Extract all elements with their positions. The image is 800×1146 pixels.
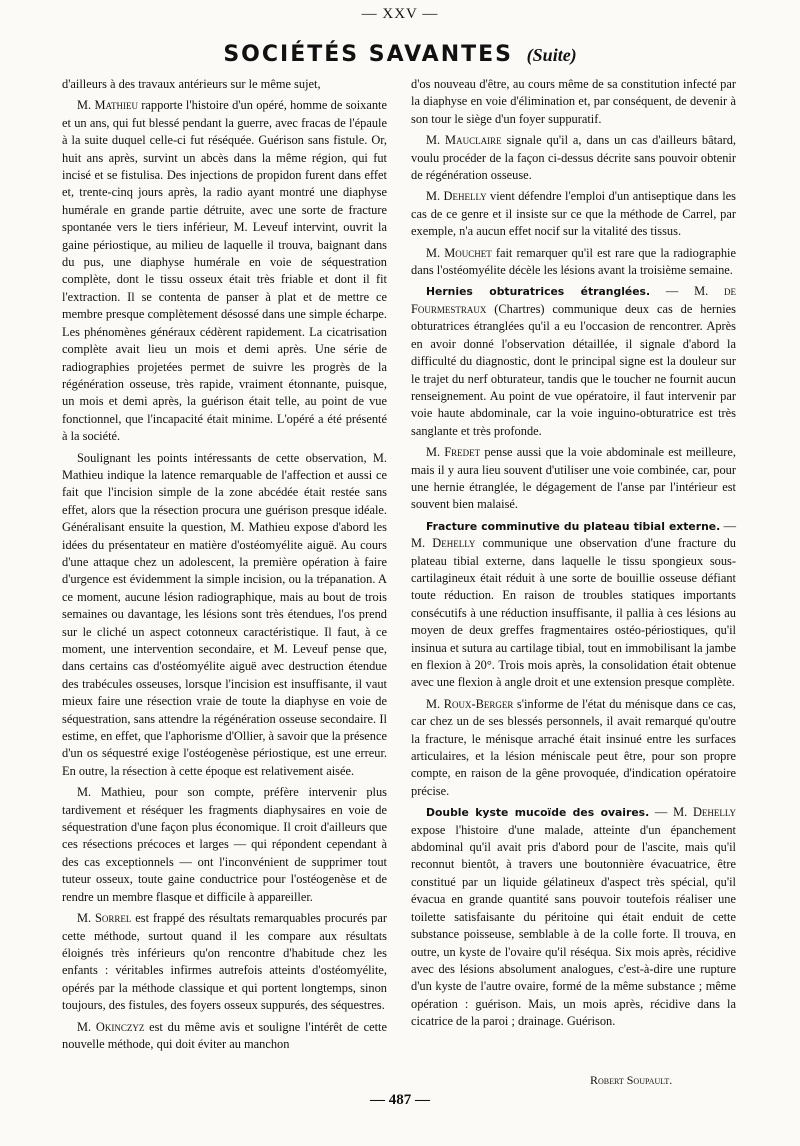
paragraph: M. Sorrel est frappé des résultats remarquables procurés par cette méthode, surtout quand il les compare aux résultats éloignés très inférieurs qu'on rencontre d'habitude chez les enfants : véritables infirmes autrefois atteints d'ostéomyélite, opérés par la méthode classique et qui portent longtemps, sinon toujours, des fistules, des foyers osseux suppurés, des séquestres. xyxy=(62,911,387,1013)
section-title xyxy=(0,42,800,67)
author-name: Okinczyz xyxy=(95,1019,145,1034)
paragraph: Double kyste mucoïde des ovaires. — M. Dehelly expose l'histoire d'une malade, atteinte d'un épanchement abdominal qu'il avait pris d'abord pour de l'ascite, mais qu'il reconnut bientôt, à travers une boutonnière évacuatrice, être constitué par un liquide gélatineux d'aspect très spécial, qu'il évacua en grande quantité sans pouvoir toutefois réaliser une toilette satisfaisante du péritoine qui était enduit de cette substance poisseuse, semblable à de la colle forte. Il trouva, en outre, un kyste de l'ovaire qu'il réséqua. Six mois après, récidive avec des lésions absolument analogues, c'est-à-dire une rupture d'un kyste de l'autre ovaire, formé de la même substance ; même opération : guérison. Mais, un mois après, récidive dans la cicatrice de la paroi ; drainage. Guérison. xyxy=(411,805,736,1029)
author-name: Mouchet xyxy=(444,245,492,260)
paragraph: M. Mathieu rapporte l'histoire d'un opéré, homme de soixante et un ans, qui fut blessé pendant la guerre, avec fracas de l'épaule à la suite duquel celle-ci fut réséquée. Guérison sans fistule. Or, huit ans après, survint un abcès dans la même région, qui fut incisé et se fistulisa. Des injections de propidon furent dans effet et, trente-cinq jours après, la radio ayant montré une diaphyse humérale en grande partie détruite, avec une sorte de fracture spontanée vers le tiers inférieur, M. Leveuf intervint, ouvrit la gaine périostique, au milieu de laquelle il trouva, baignant dans du pus, une diaphyse humérale en voie de séquestration complète, dont le tissu osseux était très friable et dont il fit l'extraction. Il se contenta de panser à plat et de mettre ce membre presque complètement désossé dans une simple écharpe. Les phénomènes généraux cédèrent rapidement. La cicatrisation complète avait lieu un mois et demi après. Une série de radiographies projetées permet de suivre les progrès de la régénération osseuse, très rapide, vraiment étonnante, puisque, un mois et demi après, la guérison était telle, au point de vue fonctionnel, que l'incapacité était minime. L'opéré a été présenté à la société. xyxy=(62,98,387,444)
topic-heading: Double kyste mucoïde des ovaires. xyxy=(426,806,650,820)
left-column xyxy=(62,76,387,1057)
author-name: Mauclaire xyxy=(445,133,502,148)
author-name: Dehelly xyxy=(692,805,736,820)
paragraph: Hernies obturatrices étranglées. — M. de Fourmestraux (Chartres) communique deux cas de hernies obturatrices étranglées qu'il a eu l'occasion de rencontrer. Après en avoir donné l'observation détaillée, il signale d'abord la difficulté du diagnostic, dont le principal signe est la douleur sur le trajet du nerf obturateur, tandis que le toucher ne fournit aucun renseignement. Au point de vue opératoire, il faut intervenir par voie haute abdominale, car la voie inguino-obturatrice est très sanglante et très profonde. xyxy=(411,284,736,438)
author-name: Dehelly xyxy=(443,189,487,204)
author-name: Mathieu xyxy=(94,98,138,113)
paragraph: d'ailleurs à des travaux antérieurs sur le même sujet, xyxy=(62,77,321,91)
page-folio: — XXV — xyxy=(361,6,439,22)
author-name: Sorrel xyxy=(95,911,132,926)
paragraph: M. Mouchet fait remarquer qu'il est rare que la radiographie dans l'ostéomyélite décèle les lésions avant la troisième semaine. xyxy=(411,245,736,278)
paragraph: d'os nouveau d'être, au cours même de sa constitution infecté par la diaphyse en voie d'élimination et, par conséquent, de devenir à son tour le siège d'un foyer suppuratif. xyxy=(411,77,736,126)
paragraph: M. Mauclaire signale qu'il a, dans un cas d'ailleurs bâtard, voulu procéder de la façon ci-dessus décrite sans pouvoir obtenir de régénération osseuse. xyxy=(411,133,736,183)
page-number: — 487 — xyxy=(370,1092,430,1108)
author-name: Fredet xyxy=(444,445,481,460)
section-subtitle: (Suite) xyxy=(526,45,577,65)
paragraph: Fracture comminutive du plateau tibial externe. — M. Dehelly communique une observation d'une fracture du plateau tibial externe, dans laquelle le tissu spongieux sous-cartilagineux était réduit à une sorte de bouillie osseuse défiant toute réduction. En raison de troubles statiques importants consécutifs à une réduction insuffisante, il pallia à ces lésions au moyen de deux greffes fragmentaires ostéo-périostiques, qu'il insinua et sutura au cartilage tibial, tout en immobilisant la jambe en flexion à 20°. Trois mois après, la consolidation était obtenue avec une flexion à angle droit et une extension presque complète. xyxy=(411,518,737,690)
paragraph: M. Okinczyz est du même avis et souligne l'intérêt de cette nouvelle méthode, qui doit éviter au manchon xyxy=(62,1019,387,1051)
paragraph: M. Dehelly vient défendre l'emploi d'un antiseptique dans les cas de ce genre et il insiste sur ce que la méthode de Carrel, par exemple, n'a aucun effet nocif sur la vitalité des tissus. xyxy=(411,189,736,239)
paragraph: M. Fredet pense aussi que la voie abdominale est meilleure, mais il y aura lieu souvent d'utiliser une voie combinée, car, pour une hernie étranglée, le dégagement de l'anse par l'intérieur est souvent bien malaisé. xyxy=(411,445,737,512)
topic-heading: Fracture comminutive du plateau tibial externe. xyxy=(426,519,721,533)
paragraph: M. Mathieu, pour son compte, préfère intervenir plus tardivement et réséquer les fragments diaphysaires en voie de séquestration d'une façon plus économique. Il croit d'ailleurs que ces résections précoces et larges — qui répondent cependant à des cas exceptionnels — ont l'inconvénient de supprimer tout tuteur osseux, toute gaine conductrice pour l'ostéogenèse et de rendre un membre flasque et difficile à appareiller. xyxy=(62,785,387,904)
author-name: de Fourmestraux xyxy=(411,284,736,316)
paragraph: M. Roux-Berger s'informe de l'état du ménisque dans ce cas, car chez un de ses blessés personnels, il avait remarqué qu'outre la fracture, le ménisque arraché était insinué entre les surfaces articulaires, et la lésion méniscale peut être, pour son propre compte, en raison de la gêne provoquée, d'indication opératoire précise. xyxy=(411,696,736,798)
topic-heading: Hernies obturatrices étranglées. xyxy=(426,285,651,299)
section-title-text: SOCIÉTÉS SAVANTES xyxy=(223,42,513,67)
right-column xyxy=(411,76,736,1035)
paragraph: Soulignant les points intéressants de cette observation, M. Mathieu indique la latence remarquable de l'affection et aussi ce fait que l'incision simple de la zone abcédée était restée sans effet, alors que la résection procura une guérison presque idéale. Généralisant ensuite la question, M. Mathieu expose d'abord les idées du présentateur en matière d'ostéomyélite aiguë. Au cours d'une attaque chez un adolescent, la première opération à faire d'urgence est évidemment la simple incision, ou la trépanation. A ce moment, aucune lésion radiographique, mais au bout de trois semaines ou davantage, les lésions sont très étendues, l'os prend sur le cliché un aspect cotonneux caractéristique. Il faut, à ce moment, une intervention secondaire, et M. Leveuf pense que, dans certains cas d'ostéomyélite aiguë avec destruction étendue des trabécules osseuses, lorsque l'incision est insuffisante, il vaut mieux faire une résection vraie de toute la diaphyse en voie de séquestration, sans attendre la régénération osseuse secondaire. Il estime, en effet, que l'aphorisme d'Ollier, à savoir que la présence d'un os séquestré exige l'ostéogenèse périostique, est une erreur. En outre, la résection à cette époque est relativement aisée. xyxy=(62,450,387,778)
author-name: Roux-Berger xyxy=(443,696,514,711)
author-signature: Robert Soupault. xyxy=(590,1073,673,1087)
author-name: Dehelly xyxy=(432,536,476,551)
